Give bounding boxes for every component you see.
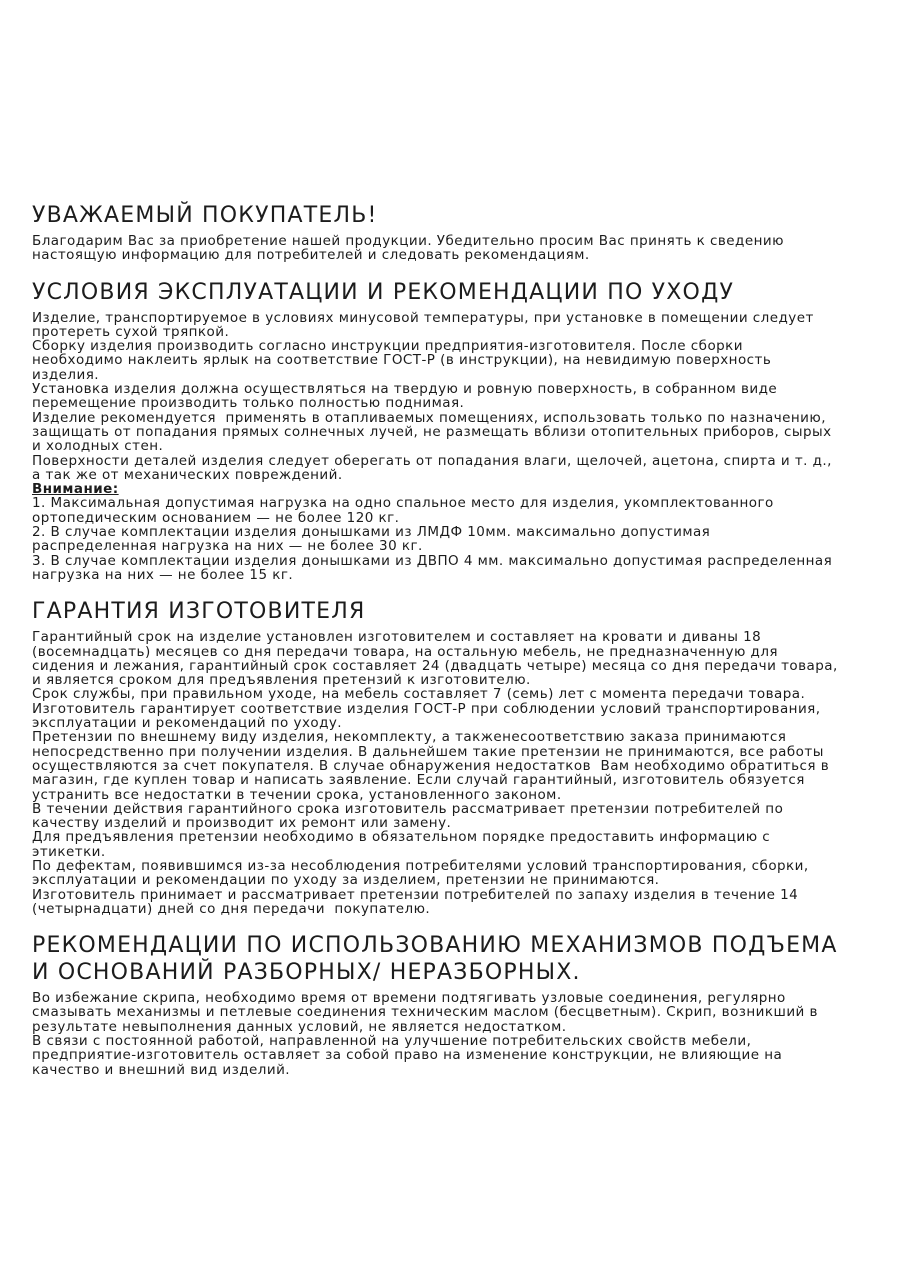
care-paragraph: Изделие рекомендуется применять в отапливаемых помещениях, использовать только по назначению, защищать от попадания прямых солнечных лучей, не размещать вблизи отопительных приборов, сырых и холодных стен. [32, 409, 837, 455]
care-paragraph: Изделие, транспортируемое в условиях минусовой температуры, при установке в помещении следует протереть сухой тряпкой. [32, 309, 819, 340]
warranty-paragraph: Для предъявления претензии необходимо в обязательном порядке предоставить информацию с этикетки. [32, 829, 775, 860]
mechanisms-paragraph: Во избежание скрипа, необходимо время от времени подтягивать узловые соединения, регулярно смазывать механизмы и петлевые соединения техническим маслом (бесцветным). Скрип, возникший в результате невыполнения данных условий, не является недостатком. [32, 990, 823, 1035]
attention-line [32, 482, 838, 496]
attention-item-2: 2. В случае комплектации изделия донышками из ЛМДФ 10мм. максимально допустимая распределенная нагрузка на них — не более 30 кг. [32, 524, 716, 555]
warranty-paragraph: Претензии по внешнему виду изделия, некомплекту, а такженесоответствию заказа принимаются непосредственно при получении изделия. В дальнейшем такие претензии не принимаются, все работы осуществляются за счет покупателя. В случае обнаружения недостатков Вам необходимо обратиться в магазин, где куплен товар и написать заявление. Если случай гарантийный, изготовитель обязуется устранить все недостатки в течении срока, установленного законом. [32, 729, 834, 803]
warranty-paragraph: По дефектам, появившимся из-за несоблюдения потребителями условий транспортирования, сборки, эксплуатации и рекомендации по уходу за изделием, претензии не принимаются. [32, 857, 814, 889]
warranty-heading: ГАРАНТИЯ ИЗГОТОВИТЕЛЯ [32, 599, 366, 625]
warranty-paragraph: В течении действия гарантийного срока изготовитель рассматривает претензии потребителей по качеству изделий и производит их ремонт или замену. [32, 800, 789, 832]
section-care-conditions [32, 279, 838, 583]
warranty-paragraph: Изготовитель гарантирует соответствие изделия ГОСТ-Р при соблюдении условий транспортирования, эксплуатации и рекомендаций по уходу. [32, 700, 826, 732]
greeting-heading: УВАЖАЕМЫЙ ПОКУПАТЕЛЬ! [32, 203, 378, 228]
attention-item-3: 3. В случае комплектации изделия донышками из ДВПО 4 мм. максимально допустимая распределенная нагрузка на них — не более 15 кг. [32, 552, 837, 583]
greeting-paragraph: Благодарим Вас за приобретение нашей продукции. Убедительно просим Вас принять к сведению настоящую информацию для потребителей и следовать рекомендациям. [32, 233, 789, 264]
attention-label: Внимание: [32, 481, 119, 498]
section-greeting [32, 202, 838, 263]
mechanisms-heading: РЕКОМЕНДАЦИИ ПО ИСПОЛЬЗОВАНИЮ МЕХАНИЗМОВ ПОДЪЕМА И ОСНОВАНИЙ РАЗБОРНЫХ/ НЕРАЗБОРНЫХ. [32, 933, 838, 986]
mechanisms-paragraph: В связи с постоянной работой, направленной на улучшение потребительских свойств мебели, предприятие-изготовитель оставляет за собой право на изменение конструкции, не влияющие на качество и внешний вид изделий. [32, 1033, 788, 1078]
care-paragraph: Установка изделия должна осуществляться на твердую и ровную поверхность, в собранном виде перемещение производить только полностью поднимая. [32, 381, 782, 412]
care-paragraph: Поверхности деталей изделия следует оберегать от попадания влаги, щелочей, ацетона, спирта и т. д., а так же от механических повреждений. [32, 452, 837, 483]
section-mechanisms [32, 932, 838, 1077]
section-warranty [32, 598, 843, 917]
care-conditions-heading: УСЛОВИЯ ЭКСПЛУАТАЦИИ И РЕКОМЕНДАЦИИ ПО УХОДУ [32, 279, 735, 305]
warranty-paragraph: Срок службы, при правильном уходе, на мебель составляет 7 (семь) лет с момента передачи товара. [32, 686, 806, 703]
care-paragraph: Сборку изделия производить согласно инструкции предприятия-изготовителя. После сборки необходимо наклеить ярлык на соответствие ГОСТ-Р (в инструкции), на невидимую поверхность изделия. [32, 338, 776, 383]
warranty-paragraph: Гарантийный срок на изделие установлен изготовителем и составляет на кровати и диваны 18 (восемнадцать) месяцев со дня передачи товара, на остальную мебель, не предназначенную для сидения и лежания, гарантийный срок составляет 24 (двадцать четыре) месяца со дня передачи товара, и является сроком для предъявления претензий к изготовителю. [32, 629, 843, 689]
attention-item-1: 1. Максимальная допустимая нагрузка на одно спальное место для изделия, укомплектованного ортопедическим основанием — не более 120 кг. [32, 495, 779, 526]
warranty-paragraph: Изготовитель принимает и рассматривает претензии потребителей по запаху изделия в течение 14 (четырнадцати) дней со дня передачи покупателю. [32, 886, 803, 917]
